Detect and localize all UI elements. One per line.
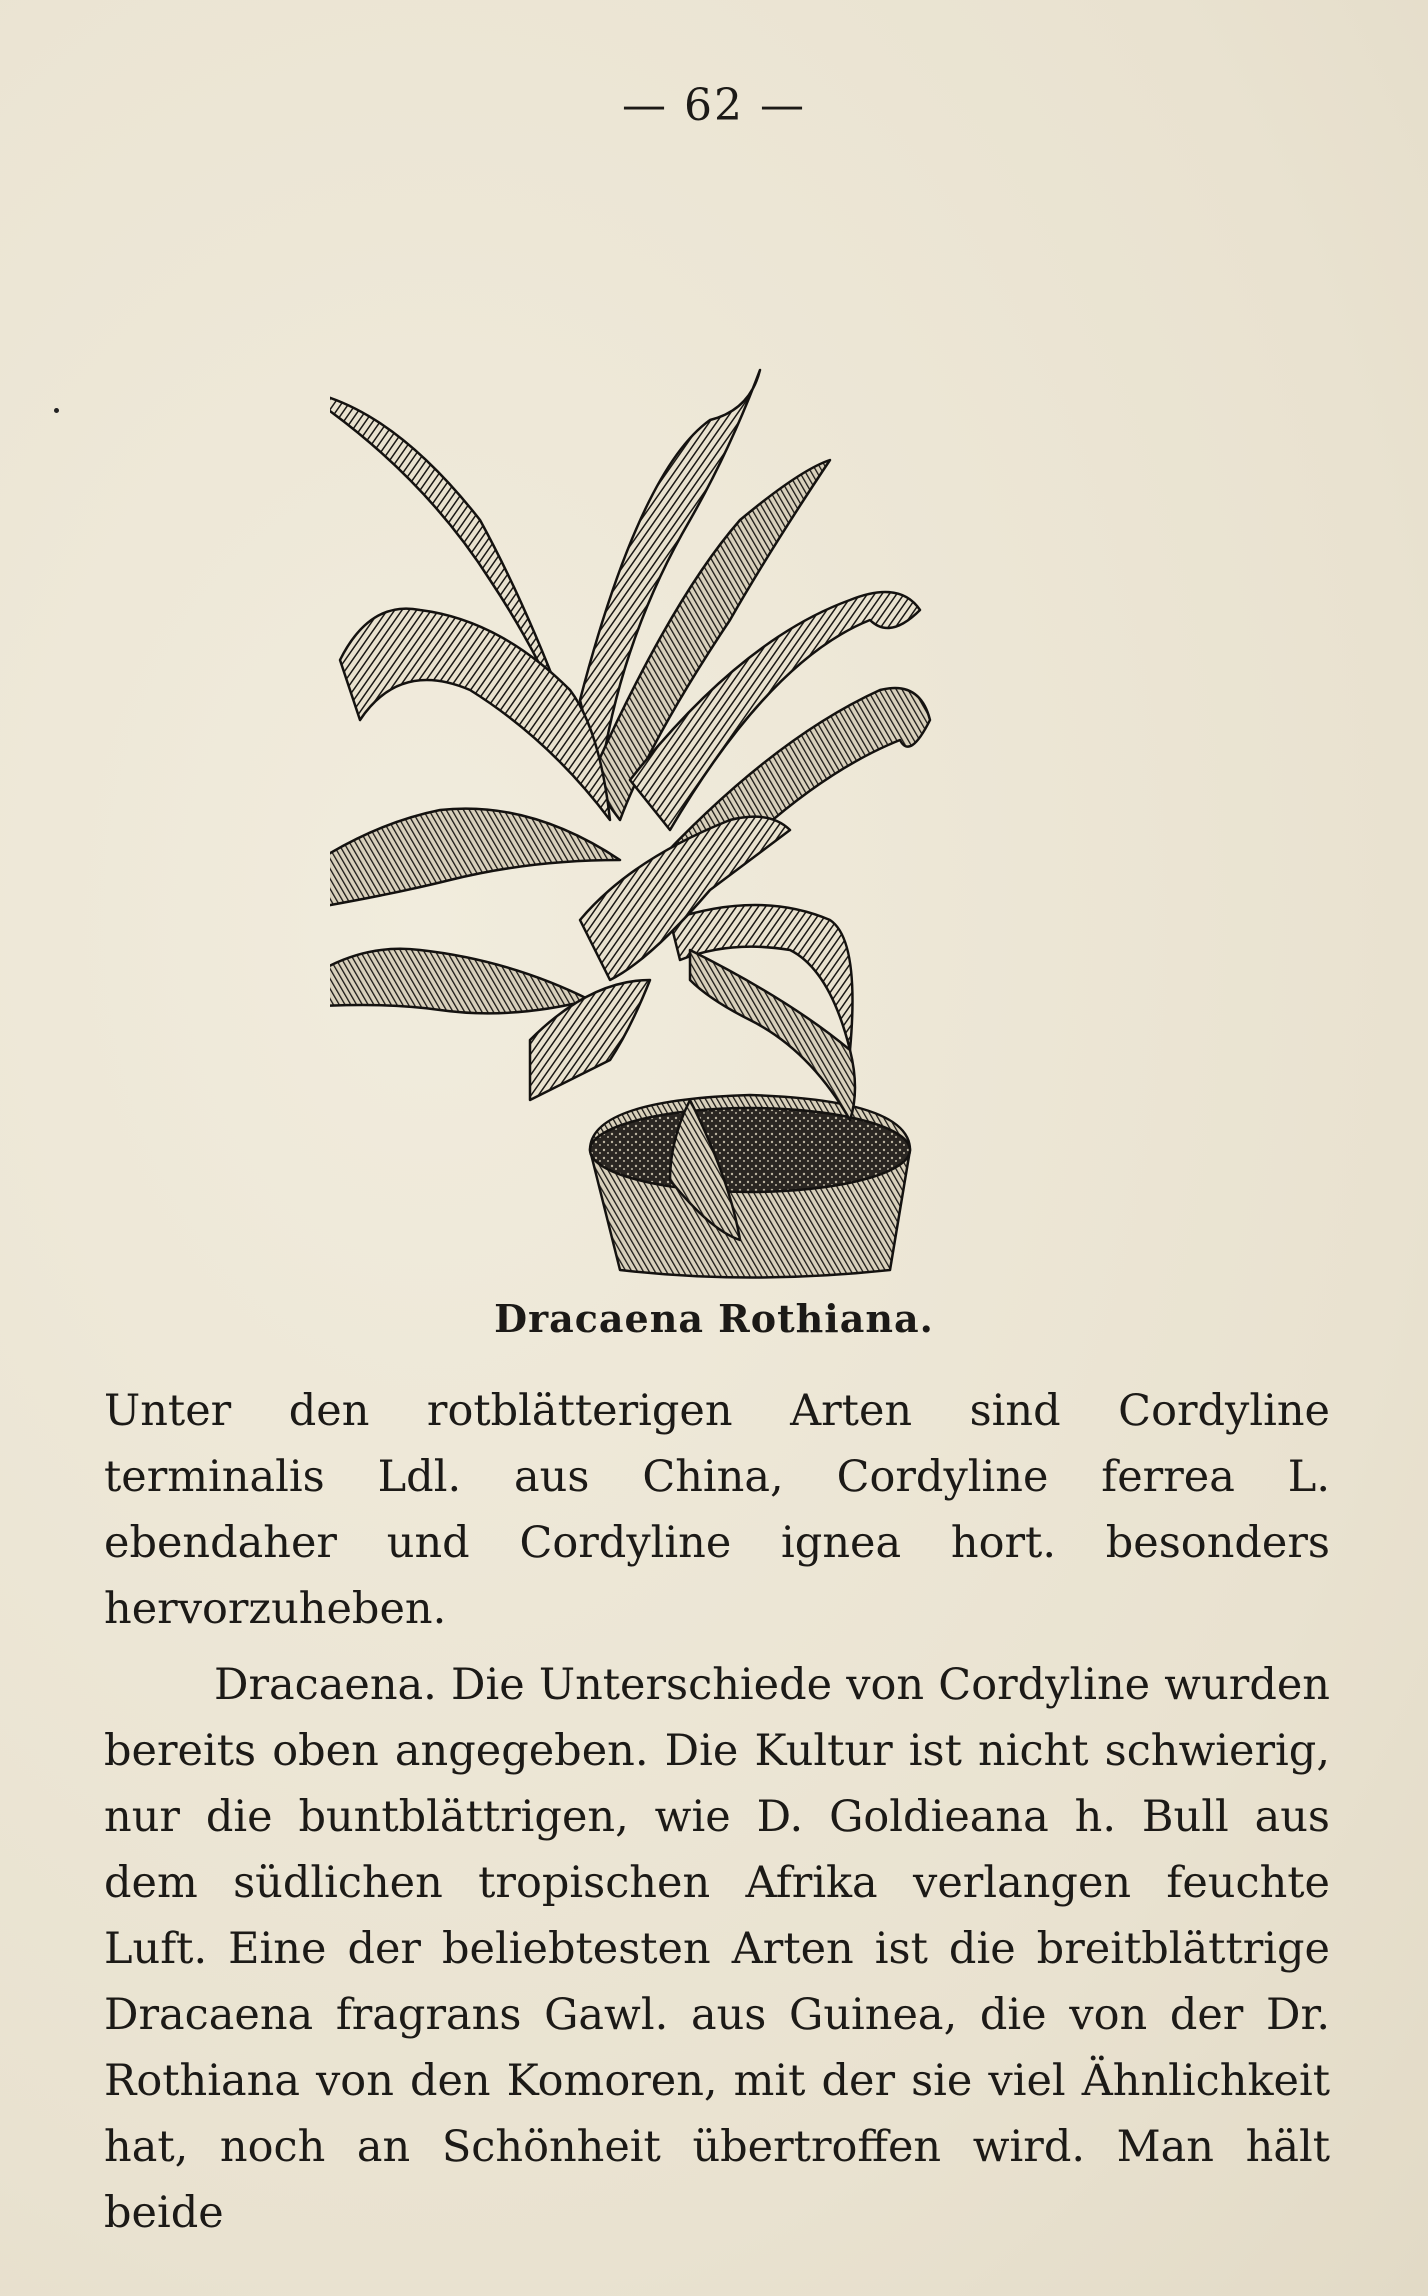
paragraph-dracaena: Dracaena. Die Unterschiede von Cordyline wurden bereits oben angegeben. Die Kultur ist nicht schwierig, nur die buntblättrigen, wie D. Goldieana h. Bull aus dem südlichen tropischen Afrika verlangen feuchte Luft. Eine der beliebtesten Arten ist die breitblättrige Dracaena fragrans Gawl. aus Guinea, die von der Dr. Rothiana von den Komoren, mit der sie viel Ähnlichkeit hat, noch an Schönheit übertroffen wird. Man hält beide (104, 1660, 1330, 2238)
paragraph-cordyline: Unter den rotblätterigen Arten sind Cordyline terminalis Ldl. aus China, Cordyline ferrea L. ebendaher und Cordyline ignea hort. besonders hervorzuheben. (104, 1386, 1330, 1634)
body-text (104, 1378, 1330, 2256)
page-number: — 62 — (622, 80, 806, 131)
figure-caption: Dracaena Rothiana. (494, 1296, 934, 1341)
dracaena-plant-icon (330, 220, 1110, 1280)
plant-illustration (330, 220, 1110, 1280)
ink-speck (54, 408, 59, 413)
